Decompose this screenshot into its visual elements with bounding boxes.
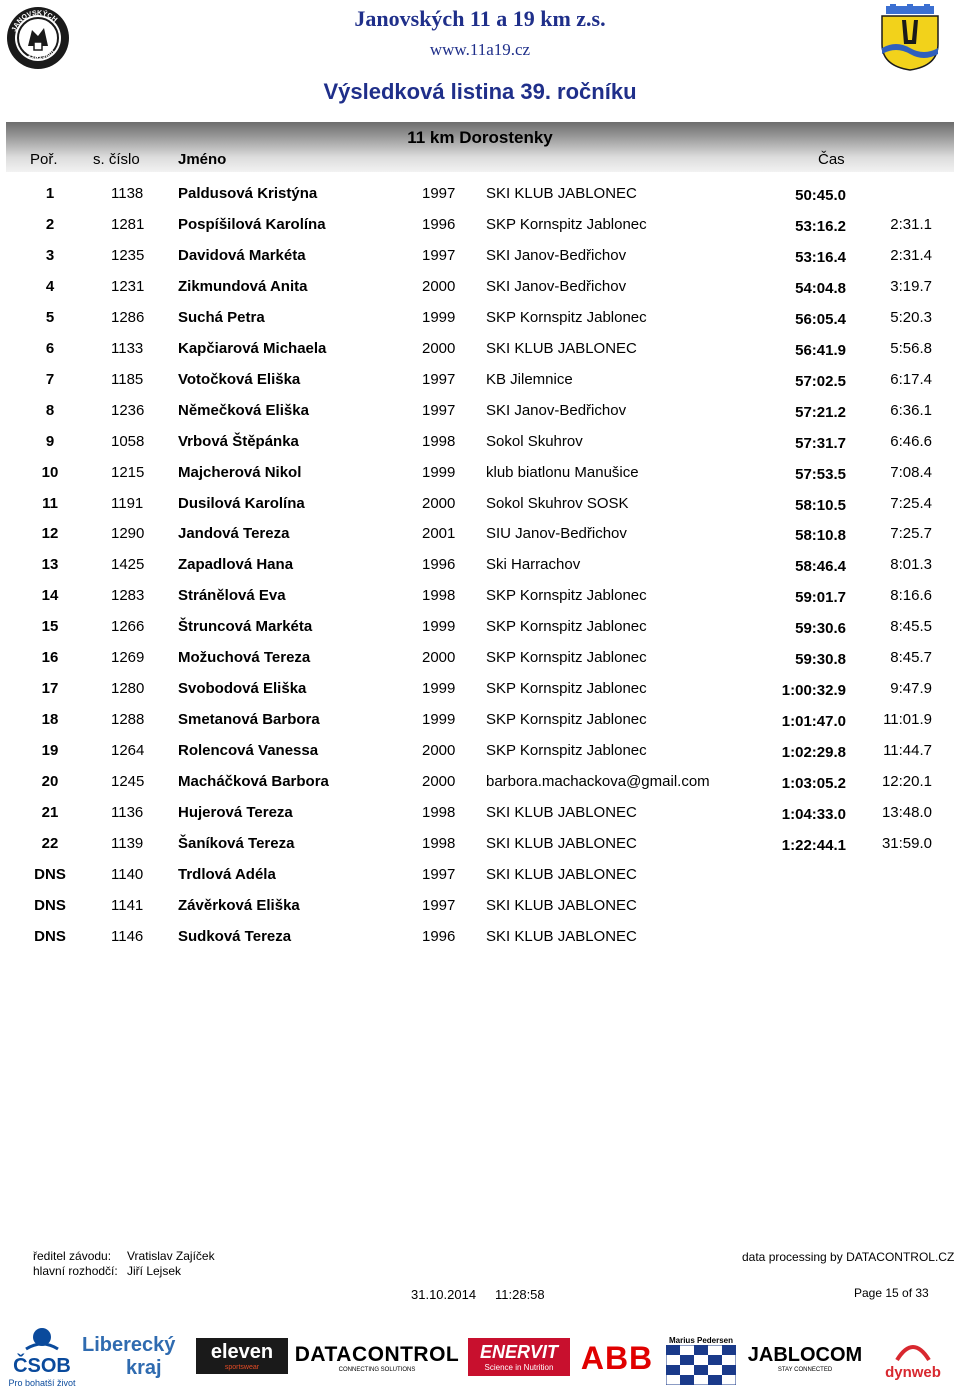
name-cell: Hujerová Tereza	[178, 804, 293, 821]
bib-cell: 1185	[111, 370, 144, 388]
table-row	[0, 242, 960, 273]
time-cell: 59:30.6	[795, 620, 846, 638]
name-cell: Macháčková Barbora	[178, 773, 329, 791]
time-behind-cell: 13:48.0	[881, 804, 932, 821]
director-name: Vratislav Zajíček	[127, 1249, 215, 1263]
sponsors-strip	[0, 1318, 960, 1398]
position-cell: 17	[41, 680, 59, 698]
time-behind-cell: 7:08.4	[890, 463, 932, 481]
time-cell: 54:04.8	[795, 279, 846, 297]
bib-cell: 1139	[111, 834, 144, 852]
position-cell: 16	[41, 649, 59, 667]
position-cell: 22	[41, 834, 59, 852]
name-cell: Štruncová Markéta	[178, 618, 313, 636]
table-row	[0, 397, 960, 428]
column-header-bib: s. číslo	[93, 151, 140, 168]
liberecky-kraj-logo	[82, 1328, 192, 1386]
enervit-tagline: Science in Nutrition	[484, 1363, 554, 1372]
name-cell: Kapčiarová Michaela	[178, 339, 327, 357]
time-cell: 57:02.5	[795, 372, 846, 390]
club-cell: KB Jilemnice	[486, 370, 573, 388]
bib-cell: 1236	[111, 401, 145, 419]
time-cell: 59:30.8	[795, 651, 846, 669]
bib-cell: 1141	[111, 896, 144, 914]
position-cell: 7	[45, 370, 55, 388]
year-cell: 1999	[422, 680, 456, 698]
year-cell: 2000	[422, 494, 456, 512]
table-row	[0, 366, 960, 397]
year-cell: 1997	[422, 185, 456, 202]
organizer-title: Janovských 11 a 19 km z.s.	[354, 6, 606, 31]
year-cell: 1999	[422, 711, 456, 729]
club-cell: SKI KLUB JABLONEC	[486, 927, 637, 945]
year-cell: 2001	[422, 525, 456, 543]
club-cell: Sokol Skuhrov SOSK	[486, 494, 629, 512]
position-cell: 4	[45, 277, 55, 295]
club-cell: SKP Kornspitz Jablonec	[486, 680, 647, 698]
club-cell: SKP Kornspitz Jablonec	[486, 711, 647, 729]
table-row	[0, 180, 960, 211]
year-cell: 2000	[422, 742, 456, 760]
position-cell: 19	[41, 742, 59, 760]
column-header-position: Poř.	[30, 151, 58, 168]
time-cell: 57:53.5	[795, 465, 846, 483]
name-cell: Stránělová Eva	[178, 587, 286, 605]
bib-cell: 1281	[111, 215, 145, 233]
table-row	[0, 799, 960, 830]
club-cell: SKP Kornspitz Jablonec	[486, 587, 647, 605]
time-cell: 53:16.4	[795, 248, 846, 266]
bib-cell: 1245	[111, 773, 145, 791]
club-cell: SKP Kornspitz Jablonec	[486, 742, 647, 760]
time-cell: 58:10.5	[795, 496, 846, 514]
position-cell: 9	[45, 432, 55, 450]
club-cell: SKP Kornspitz Jablonec	[486, 618, 647, 636]
eleven-logo	[196, 1338, 288, 1374]
table-row	[0, 490, 960, 521]
bib-cell: 1191	[111, 494, 144, 512]
bib-cell: 1264	[111, 742, 145, 760]
time-behind-cell: 12:20.1	[881, 773, 932, 791]
time-cell: 59:01.7	[795, 589, 846, 607]
table-row	[0, 613, 960, 644]
position-cell: 3	[45, 246, 55, 264]
year-cell: 2000	[422, 773, 456, 791]
time-behind-cell: 9:47.9	[890, 680, 932, 698]
year-cell: 1999	[422, 618, 456, 636]
time-behind-cell: 5:20.3	[890, 308, 932, 326]
bib-cell: 1215	[111, 463, 145, 481]
csob-name: ČSOB	[13, 1354, 71, 1377]
year-cell: 2000	[422, 339, 456, 357]
bib-cell: 1235	[111, 246, 145, 264]
time-cell: 56:05.4	[795, 310, 846, 328]
name-cell: Votočková Eliška	[178, 370, 301, 388]
time-cell: 57:31.7	[795, 434, 846, 452]
referee-name: Jiří Lejsek	[127, 1264, 182, 1278]
print-date: 31.10.2014	[411, 1287, 477, 1302]
table-row	[0, 644, 960, 675]
year-cell: 1997	[422, 865, 456, 883]
year-cell: 1997	[422, 370, 456, 388]
page-number: Page 15 of 33	[854, 1286, 929, 1300]
position-cell: 8	[45, 401, 55, 419]
jablocom-logo	[742, 1340, 868, 1376]
logo-text-top: JANOVSKÝCH	[10, 9, 59, 33]
table-row	[0, 304, 960, 335]
year-cell: 1997	[422, 246, 456, 264]
datacontrol-logo	[292, 1340, 462, 1376]
marius-pedersen-logo	[664, 1332, 738, 1388]
marius-pedersen-name: Marius Pedersen	[668, 1335, 734, 1345]
year-cell: 1996	[422, 556, 456, 574]
time-behind-cell: 6:36.1	[890, 401, 932, 419]
time-behind-cell: 6:17.4	[890, 370, 932, 388]
column-header-name: Jméno	[178, 151, 227, 168]
bib-cell: 1138	[111, 185, 144, 202]
position-cell: DNS	[34, 927, 66, 945]
position-cell: 6	[45, 339, 55, 357]
name-cell: Pospíšilová Karolína	[178, 215, 326, 233]
csob-wave-icon	[22, 1325, 62, 1355]
club-cell: SKI KLUB JABLONEC	[486, 185, 637, 202]
bib-cell: 1146	[111, 927, 144, 945]
club-cell: SIU Janov-Bedřichov	[486, 525, 627, 543]
dynweb-logo	[876, 1332, 950, 1388]
club-cell: SKI Janov-Bedřichov	[486, 277, 627, 295]
table-row	[0, 335, 960, 366]
bib-cell: 1280	[111, 680, 145, 698]
time-cell: 1:22:44.1	[781, 836, 846, 854]
club-cell: SKP Kornspitz Jablonec	[486, 649, 647, 667]
position-cell: 5	[45, 308, 55, 326]
name-cell: Zapadlová Hana	[178, 556, 294, 574]
year-cell: 1998	[422, 804, 456, 821]
name-cell: Paldusová Kristýna	[178, 185, 318, 202]
club-cell: SKP Kornspitz Jablonec	[486, 215, 647, 233]
bib-cell: 1283	[111, 587, 145, 605]
time-behind-cell: 11:44.7	[883, 742, 932, 760]
column-header-time: Čas	[818, 151, 845, 168]
jablocom-name: JABLOCOM	[747, 1343, 863, 1366]
dynweb-swirl-icon	[893, 1340, 933, 1364]
time-cell: 1:03:05.2	[781, 775, 846, 793]
time-behind-cell: 2:31.1	[890, 215, 932, 233]
name-cell: Vrbová Štěpánka	[178, 432, 299, 450]
club-cell: klub biatlonu Manušice	[486, 463, 639, 481]
year-cell: 2000	[422, 649, 456, 667]
bib-cell: 1266	[111, 618, 145, 636]
csob-tagline: Pro bohatší život	[8, 1377, 76, 1388]
name-cell: Němečková Eliška	[178, 401, 309, 419]
name-cell: Sudková Tereza	[178, 927, 292, 945]
time-behind-cell: 3:19.7	[890, 277, 932, 295]
datacontrol-name: DATACONTROL	[294, 1343, 460, 1366]
name-cell: Majcherová Nikol	[178, 463, 302, 481]
club-cell: Sokol Skuhrov	[486, 432, 583, 450]
time-behind-cell: 2:31.4	[890, 246, 932, 264]
director-label: ředitel závodu:	[33, 1249, 112, 1263]
table-row	[0, 551, 960, 582]
year-cell: 1999	[422, 308, 456, 326]
position-cell: 18	[41, 711, 59, 729]
club-cell: SKI KLUB JABLONEC	[486, 865, 637, 883]
kraj-text: kraj	[126, 1357, 162, 1379]
datacontrol-tagline: CONNECTING SOLUTIONS	[338, 1367, 416, 1373]
time-cell: 1:00:32.9	[781, 682, 846, 700]
position-cell: 2	[45, 215, 55, 233]
table-row	[0, 737, 960, 768]
time-cell: 57:21.2	[795, 403, 846, 421]
time-behind-cell: 6:46.6	[890, 432, 932, 450]
position-cell: DNS	[34, 865, 66, 883]
year-cell: 1998	[422, 834, 456, 852]
name-cell: Dusilová Karolína	[178, 494, 305, 512]
position-cell: 10	[41, 463, 59, 481]
bib-cell: 1140	[111, 865, 144, 883]
position-cell: 21	[41, 804, 59, 821]
table-row	[0, 459, 960, 490]
bib-cell: 1288	[111, 711, 145, 729]
year-cell: 1996	[422, 215, 456, 233]
name-cell: Závěrková Eliška	[178, 896, 300, 914]
year-cell: 1998	[422, 432, 456, 450]
position-cell: 1	[45, 185, 55, 202]
table-row	[0, 768, 960, 799]
bib-cell: 1425	[111, 556, 145, 574]
liberecky-text: Liberecký	[82, 1334, 176, 1356]
table-row	[0, 861, 960, 892]
time-behind-cell: 5:56.8	[890, 339, 932, 357]
name-cell: Možuchová Tereza	[178, 649, 311, 667]
name-cell: Zikmundová Anita	[178, 277, 308, 295]
table-row	[0, 428, 960, 459]
year-cell: 1997	[422, 896, 456, 914]
bib-cell: 1136	[111, 804, 144, 821]
csob-logo	[8, 1318, 76, 1394]
position-cell: 15	[41, 618, 59, 636]
name-cell: Suchá Petra	[178, 308, 265, 326]
enervit-logo	[468, 1338, 570, 1376]
name-cell: Smetanová Barbora	[178, 711, 320, 729]
time-behind-cell: 7:25.7	[890, 525, 932, 543]
table-row	[0, 273, 960, 304]
enervit-name: ENERVIT	[479, 1342, 558, 1362]
time-cell: 1:02:29.8	[781, 744, 846, 762]
club-cell: SKI Janov-Bedřichov	[486, 401, 627, 419]
club-cell: SKI KLUB JABLONEC	[486, 804, 637, 821]
name-cell: Šaníková Tereza	[178, 834, 295, 852]
time-cell: 53:16.2	[795, 217, 846, 235]
time-behind-cell: 8:01.3	[890, 556, 932, 574]
print-time: 11:28:58	[495, 1287, 545, 1302]
time-behind-cell: 8:45.7	[890, 649, 932, 667]
time-cell: 58:10.8	[795, 527, 846, 545]
eleven-name: eleven	[210, 1341, 274, 1363]
referee-label: hlavní rozhodčí:	[33, 1264, 118, 1278]
position-cell: 13	[41, 556, 59, 574]
results-list-title: Výsledková listina 39. ročníku	[323, 79, 637, 104]
organizer-url[interactable]: www.11a19.cz	[429, 40, 531, 59]
time-behind-cell: 8:16.6	[890, 587, 932, 605]
table-row	[0, 675, 960, 706]
abb-logo: ABB	[580, 1339, 654, 1376]
year-cell: 2000	[422, 277, 456, 295]
bib-cell: 1290	[111, 525, 145, 543]
name-cell: Davidová Markéta	[178, 246, 306, 264]
year-cell: 1996	[422, 927, 456, 945]
table-row	[0, 211, 960, 242]
club-cell: SKI Janov-Bedřichov	[486, 246, 627, 264]
position-cell: 11	[42, 494, 58, 512]
name-cell: Trdlová Adéla	[178, 865, 276, 883]
bib-cell: 1058	[111, 432, 145, 450]
category-title: 11 km Dorostenky	[407, 128, 553, 147]
time-cell: 50:45.0	[795, 187, 846, 204]
bib-cell: 1286	[111, 308, 145, 326]
bib-cell: 1133	[111, 339, 144, 357]
time-cell: 1:01:47.0	[781, 713, 846, 731]
logo-text-bottom: 11a19km	[26, 47, 56, 61]
position-cell: 12	[41, 525, 59, 543]
time-behind-cell: 31:59.0	[881, 834, 932, 852]
position-cell: DNS	[34, 896, 66, 914]
checkered-flag-icon	[666, 1345, 736, 1385]
club-cell: barbora.machackova@gmail.com	[486, 773, 710, 791]
time-cell: 1:04:33.0	[781, 806, 846, 823]
table-row	[0, 520, 960, 551]
table-row	[0, 923, 960, 954]
year-cell: 1997	[422, 401, 456, 419]
position-cell: 20	[41, 773, 59, 791]
time-behind-cell: 8:45.5	[890, 618, 932, 636]
year-cell: 1998	[422, 587, 456, 605]
eleven-tagline: sportswear	[224, 1364, 260, 1371]
club-cell: Ski Harrachov	[486, 556, 581, 574]
table-row	[0, 830, 960, 861]
time-behind-cell: 11:01.9	[883, 711, 932, 729]
table-row	[0, 892, 960, 923]
position-cell: 14	[41, 587, 59, 605]
time-cell: 56:41.9	[795, 341, 846, 359]
club-cell: SKI KLUB JABLONEC	[486, 896, 637, 914]
jablocom-tagline: STAY CONNECTED	[777, 1366, 833, 1373]
time-behind-cell: 7:25.4	[890, 494, 932, 512]
bib-cell: 1231	[111, 277, 145, 295]
bib-cell: 1269	[111, 649, 145, 667]
name-cell: Jandová Tereza	[178, 525, 290, 543]
time-cell: 58:46.4	[795, 558, 846, 576]
dynweb-name: dynweb	[885, 1363, 941, 1381]
year-cell: 1999	[422, 463, 456, 481]
table-row	[0, 582, 960, 613]
club-cell: SKI KLUB JABLONEC	[486, 834, 637, 852]
name-cell: Svobodová Eliška	[178, 680, 307, 698]
club-cell: SKI KLUB JABLONEC	[486, 339, 637, 357]
data-processing-credit: data processing by DATACONTROL.CZ	[742, 1250, 955, 1264]
club-cell: SKP Kornspitz Jablonec	[486, 308, 647, 326]
table-row	[0, 706, 960, 737]
name-cell: Rolencová Vanessa	[178, 742, 319, 760]
